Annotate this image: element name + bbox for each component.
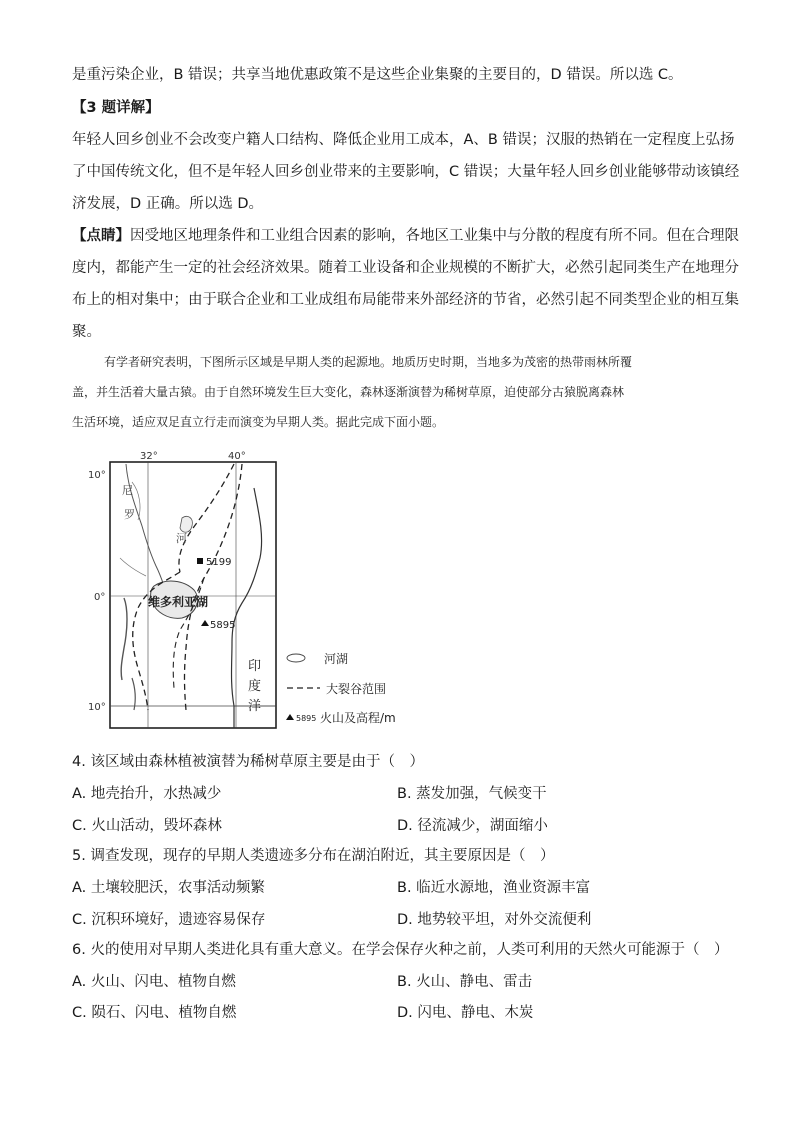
question-5-option-d[interactable]: D. 地势较平坦，对外交流便利	[397, 912, 592, 928]
tip-line: 度内，都能产生一定的社会经济效果。随着工业设备和企业规模的不断扩大，必然引起同类生产在地理分	[72, 260, 739, 276]
east-africa-rift-map	[84, 448, 464, 738]
lon-label: 32°	[140, 451, 158, 462]
q3-detail-line: 年轻人回乡创业不会改变户籍人口结构、降低企业用工成本，A、B 错误；汉服的热销在一定程度上弘扬	[72, 132, 735, 148]
question-5-option-c[interactable]: C. 沉积环境好，遗迹容易保存	[72, 912, 266, 928]
legend-lake-symbol	[287, 654, 305, 662]
ocean-label: 印	[248, 659, 262, 674]
nile-label: 河	[176, 532, 187, 545]
volcano-marker	[197, 558, 203, 564]
passage-line: 盖，并生活着大量古猿。由于自然环境发生巨大变化，森林逐渐演替为稀树草原，迫使部分古猿脱离森林	[72, 385, 625, 399]
passage-line: 生活环境，适应双足直立行走而演变为早期人类。据此完成下面小题。	[72, 415, 445, 429]
volcano-elevation-label: 5199	[206, 557, 232, 568]
question-4-option-b[interactable]: B. 蒸发加强，气候变干	[397, 786, 547, 802]
ocean-label: 度	[248, 679, 262, 694]
legend-volcano-sample: 5895	[296, 714, 317, 723]
tip-text: 因受地区地理条件和工业组合因素的影响，各地区工业集中与分散的程度有所不同。但在合理限	[130, 228, 739, 244]
volcano-elevation-label: 5895	[210, 620, 236, 631]
q3-detail-line: 了中国传统文化，但不是年轻人回乡创业带来的主要影响，C 错误；大量年轻人回乡创业能够带动该镇经	[72, 164, 740, 180]
q3-detail-header: 【3 题详解】	[72, 100, 160, 116]
legend-rift: 大裂谷范围	[326, 682, 387, 696]
lat-label: 10°	[88, 702, 106, 713]
question-4-option-a[interactable]: A. 地壳抬升，水热减少	[72, 786, 222, 802]
q3-detail-line: 济发展，D 正确。所以选 D。	[72, 196, 264, 212]
lat-label: 0°	[94, 592, 106, 603]
nile-label: 罗	[124, 508, 135, 521]
passage-line: 有学者研究表明，下图所示区域是早期人类的起源地。地质历史时期，当地多为茂密的热带雨林所覆	[104, 355, 633, 369]
question-6-stem: 6. 火的使用对早期人类进化具有重大意义。在学会保存火种之前，人类可利用的天然火可能源于（ ）	[72, 942, 729, 958]
explanation-line-1: 是重污染企业，B 错误；共享当地优惠政策不是这些企业集聚的主要目的，D 错误。所以选 C。	[72, 67, 683, 83]
nile-label: 尼	[122, 484, 133, 497]
question-6-option-d[interactable]: D. 闪电、静电、木炭	[397, 1005, 534, 1021]
lat-label: 10°	[88, 470, 106, 481]
question-5-option-b[interactable]: B. 临近水源地，渔业资源丰富	[397, 880, 591, 896]
ocean-label: 洋	[248, 699, 262, 714]
tip-line	[72, 226, 739, 246]
question-6-option-a[interactable]: A. 火山、闪电、植物自燃	[72, 974, 236, 990]
tip-label: 【点睛】	[72, 228, 130, 244]
legend-river-lake: 河湖	[324, 652, 349, 666]
question-5-stem: 5. 调查发现，现存的早期人类遗迹多分布在湖泊附近，其主要原因是（ ）	[72, 848, 555, 864]
legend-volcano: 火山及高程/m	[320, 711, 396, 725]
legend-volcano-symbol	[286, 714, 294, 720]
question-6-option-b[interactable]: B. 火山、静电、雷击	[397, 974, 533, 990]
lake-victoria-label: 维多利亚湖	[148, 595, 209, 609]
tip-line: 布上的相对集中；由于联合企业和工业成组布局能带来外部经济的节省，必然引起不同类型企业的相互集	[72, 292, 739, 308]
question-4-option-d[interactable]: D. 径流减少，湖面缩小	[397, 818, 548, 834]
question-5-option-a[interactable]: A. 土壤较肥沃，农事活动频繁	[72, 880, 265, 896]
tip-line: 聚。	[72, 324, 101, 340]
question-4-option-c[interactable]: C. 火山活动，毁坏森林	[72, 818, 222, 834]
lake	[180, 516, 192, 532]
question-6-option-c[interactable]: C. 陨石、闪电、植物自燃	[72, 1005, 237, 1021]
lon-label: 40°	[228, 451, 246, 462]
question-4-stem: 4. 该区域由森林植被演替为稀树草原主要是由于（ ）	[72, 754, 424, 770]
